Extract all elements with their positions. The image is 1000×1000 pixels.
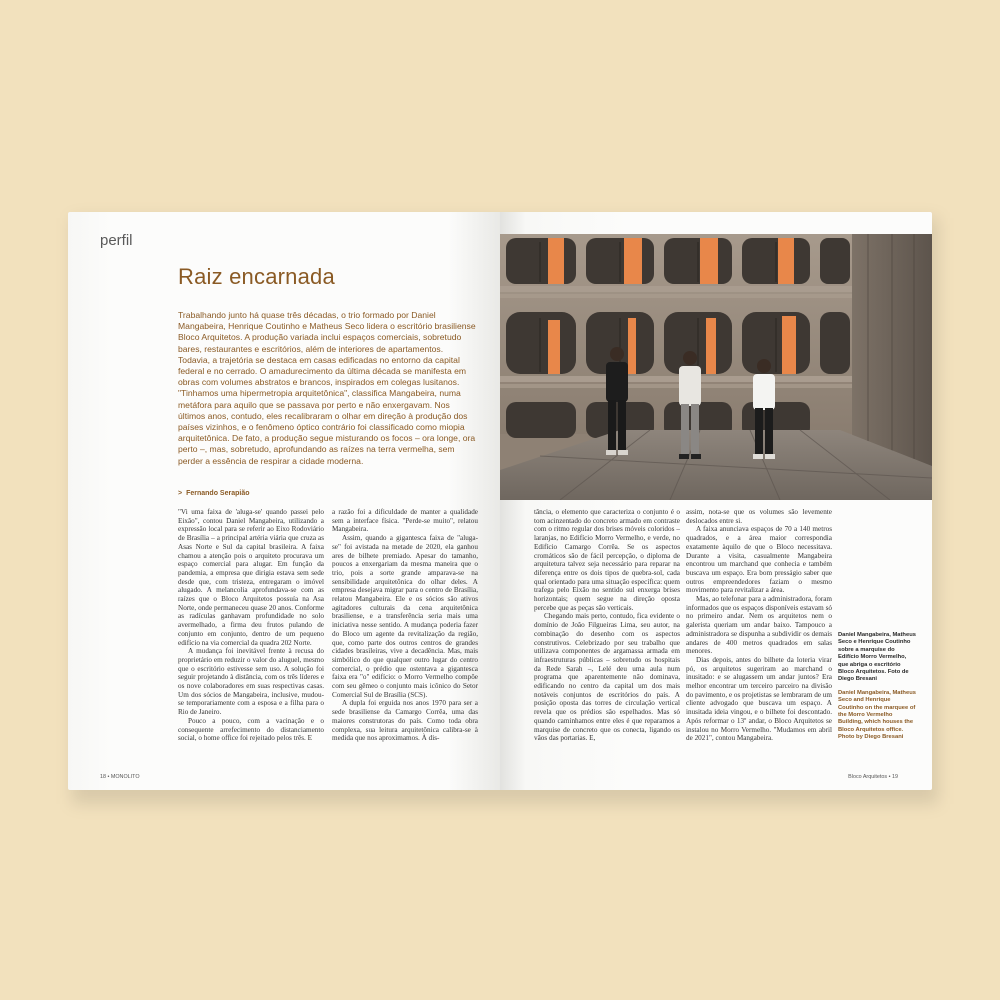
paragraph: assim, nota-se que os volumes são levemente deslocados entre si. (686, 508, 832, 525)
paragraph: Assim, quando a gigantesca faixa de "aluga-se" foi avistada na metade de 2020, ela ganhou ares de bilhete premiado. Apesar do tamanho, poucos a enxergariam da mesma maneira que o trio, pois a sorte grande amparava-se na sensibilidade arquitetônica do olhar deles. A empresa desejava migrar para o centro de Brasília, relatou Mangabeira. Ele e os sócios são ativos agitadores culturais da cena arquitetônica brasiliense, e a transferência seria mais uma iniciativa nesse sentido. A mudança poderia fazer do Bloco um agente da revitalização da região, que, como parte dos outros centros de grandes cidades brasileiras, vive a decadência. Mas, mais simbólico do que qualquer outro lugar do centro comercial, o prédio que ostentava a gigantesca faixa era "o" edifício: o Morro Vermelho compõe com seu gêmeo o conjunto mais icônico do Setor Comercial Sul de Brasília (SCS). (332, 534, 478, 699)
body-column-4 (686, 508, 832, 764)
article-lead: Trabalhando junto há quase três décadas, o trio formado por Daniel Mangabeira, Henrique Coutinho e Matheus Seco lidera o escritório brasiliense Bloco Arquitetos. A produção variada inclui espaços comerciais, sobretudo bares, restaurantes e escritórios, além de interiores de apartamentos. Todavia, a trajetória se destaca em casas edificadas no entorno da capital federal e no cerrado. O amadurecimento da última década se manifesta em obras com volumes abstratos e brancos, inspirados em colegas lusitanos. "Tinhamos uma hipermetropia arquitetônica", classifica Mangabeira, numa metáfora para aquilo que se passava por perto e não enxergavam. Nos últimos anos, contudo, eles recalibraram o olhar em direção à produção dos países vizinhos, e o fenômeno óptico contrário foi classificado como miopia arquitetônica. De fato, a produção segue misturando os focos – ora longe, ora perto –, mas, sobretudo, aprofundando as raízes na terra vermelha, sem perder a essência de respirar a cidade moderna. (178, 310, 476, 466)
article-headline: Raiz encarnada (178, 264, 335, 289)
author-byline (178, 490, 250, 497)
paragraph: Mas, ao telefonar para a administradora, foram informados que os espaços disponíveis estavam só no primeiro andar. Nem os arquitetos nem o galerista queriam um andar baixo. Tampouco a administradora se dispunha a subdividir os demais andares de 400 metros quadrados em salas menores. (686, 595, 832, 656)
caption-english: Daniel Mangabeira, Matheus Seco and Henrique Coutinho on the marquee of the Morro Vermelho Building, which houses the Bloco Arquitetos office. Photo by Diego Bresani (838, 689, 916, 741)
paragraph: Dias depois, antes do bilhete da loteria virar pó, os arquitetos sugeriram ao marchand o inusitado: e se alugassem um andar juntos? Era melhor encontrar um terceiro parceiro na divisão do pavimento, e os projetistas se lembraram de um cliente advogado que buscava um espaço. A inusitada ideia vingou, e o bilhete foi descontado. Após reformar o 13º andar, o Bloco Arquitetos se instalou no Morro Vermelho. "Mudamos em abril de 2021", contou Mangabeira. (686, 655, 832, 743)
section-label: perfil (100, 232, 133, 249)
photo-caption (838, 632, 916, 742)
paragraph: Pouco a pouco, com a vacinação e o consequente arrefecimento do distanciamento social, o home office foi rejeitado pelos três. E (178, 716, 324, 743)
author-name: Fernando Serapião (186, 490, 250, 497)
paragraph: Chegando mais perto, contudo, fica evidente o domínio de João Filgueiras Lima, seu autor, na combinação do desenho com os aspectos construtivos. Celebrizado por seu trabalho que utilizava componentes de argamassa armada em infraestruturas públicas – sobretudo os hospitais da Rede Sarah –, Lelé deu uma aula num programa que aparentemente não dominava, edificando no centro da capital um dos mais notáveis conjuntos de escritórios do país. A posição oposta das torres de circulação vertical revela que os prédios são espelhados. Mas só quando caminhamos entre eles é que reparamos a marquise de concreto que os conecta, ligando os vãos das portarias. E, (534, 612, 680, 743)
paragraph: A mudança foi inevitável frente à recusa do proprietário em reduzir o valor do aluguel, mesmo que o escritório estivesse sem uso. A solução foi seguir projetando à distância, com os três líderes e os nove colaboradores em suas respectivas casas. Um dos sócios de Mangabeira, inclusive, mudou-se temporariamente com a esposa e a filha para o Rio de Janeiro. (178, 647, 324, 717)
body-column-1 (178, 508, 324, 764)
page-folio-left: 18 • MONOLITO (100, 774, 140, 780)
body-column-3 (534, 508, 680, 764)
body-column-2 (332, 508, 478, 764)
paragraph: A dupla foi erguida nos anos 1970 para ser a sede brasiliense da Camargo Corrêa, uma das maiores construtoras do país. Como toda obra complexa, sua leitura arquitetônica calibra-se à medida que nos aproximamos. À dis- (332, 699, 478, 743)
facade-grid (500, 238, 856, 438)
byline-marker: > (178, 490, 183, 497)
paragraph: a razão foi a dificuldade de manter a qualidade sem a interface física. "Perde-se muito", relatou Mangabeira. (332, 508, 478, 534)
caption-portuguese: Daniel Mangabeira, Matheus Seco e Henrique Coutinho sobre a marquise do Edifício Morro Vermelho, que abriga o escritório Bloco Arquitetos. Foto de Diego Bresani (838, 632, 916, 683)
paragraph: "Vi uma faixa de 'aluga-se' quando passei pelo Eixão", contou Daniel Mangabeira, utilizando a expressão local para se referir ao Eixo Rodoviário de Brasília – a principal artéria viária que cruza as Asas Norte e Sul da capital brasileira. A faixa chamou a atenção pois o arquiteto procurava um espaço comercial para alugar. Em função da pandemia, a empresa que dirigia estava sem sede desde que, com tristeza, entregaram o imóvel alugado. A melancolia aprofundava-se com as raízes que o Bloco Arquitetos possuía na Asa Norte, onde permaneceu quase 20 anos. Conforme as radículas ganhavam profundidade no solo avermelhado, a firma deu frutos pulando de conjunto em conjunto, dentro de um pequeno edifício na via comercial da quadra 202 Norte. (178, 508, 324, 647)
photo-illustration (500, 234, 932, 500)
left-page (68, 212, 500, 790)
architects-photo (500, 234, 932, 500)
right-page (500, 212, 932, 790)
paragraph: A faixa anunciava espaços de 70 a 140 metros quadrados, e a área maior correspondia exatamente àquilo de que o Bloco necessitava. Durante a visita, casualmente Mangabeira encontrou um marchand que conhecia e também buscava um espaço. Era bom presságio saber que outros empreendedores faziam o mesmo movimento para revitalizar a área. (686, 525, 832, 595)
paragraph: tância, o elemento que caracteriza o conjunto é o tom acinzentado do concreto armado em contraste com o ritmo regular dos brises móveis coloridos – laranjas, no Edifício Morro Vermelho, e verde, no Edifício Camargo Corrêa. Se os aspectos cromáticos são de fácil percepção, o diploma de arquitetura talvez seja necessário para reparar na diferença entre os dois tipos de quebra-sol, cada qual orientado para uma situação específica: quem trafega pelo Eixão no sentido sul enxerga brises horizontais; quem segue na direção oposta percebe que as peças são verticais. (534, 508, 680, 612)
page-folio-right: Bloco Arquitetos • 19 (848, 774, 898, 780)
